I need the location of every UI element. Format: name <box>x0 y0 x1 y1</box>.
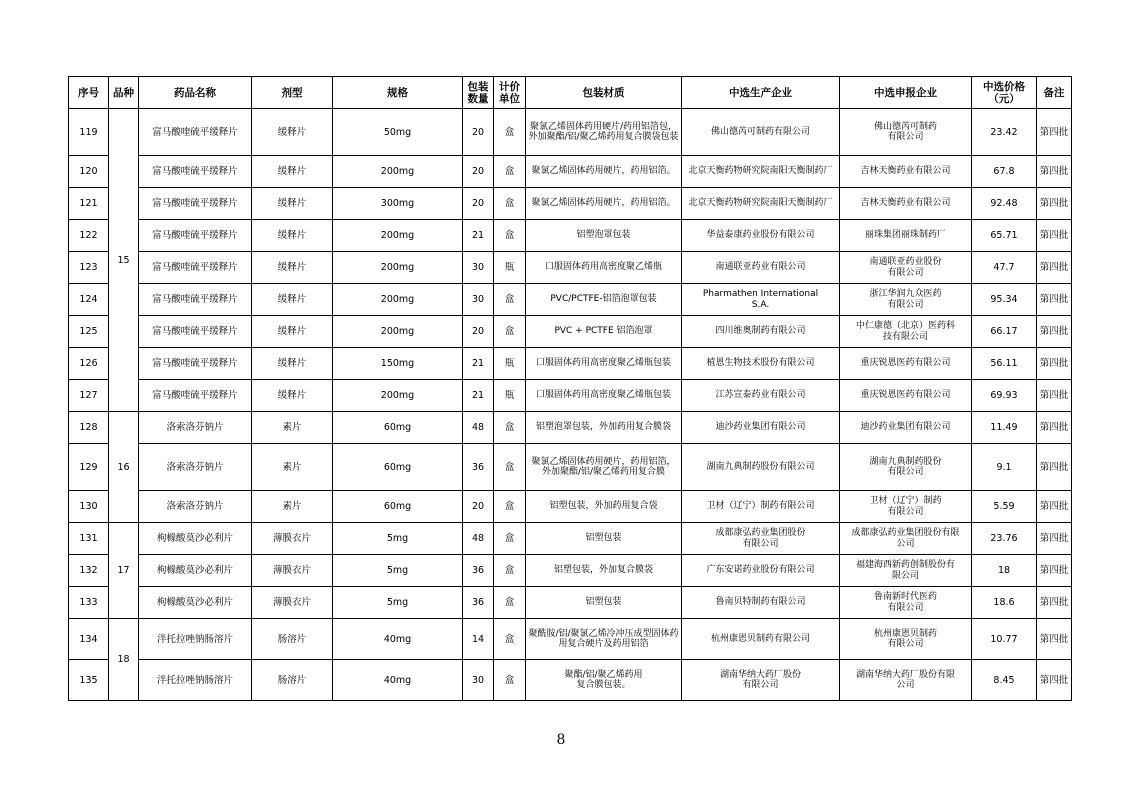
producer: 植恩生物技术股份有限公司 <box>682 348 840 380</box>
row-number: 120 <box>69 156 109 188</box>
table-row <box>69 412 1072 444</box>
row-number: 127 <box>69 380 109 412</box>
table-row <box>69 619 1072 660</box>
dosage-form: 缓释片 <box>252 188 333 220</box>
row-number: 122 <box>69 220 109 252</box>
pack-unit: 盒 <box>494 491 526 523</box>
price: 8.45 <box>972 660 1037 701</box>
applicant: 重庆锐恩医药有限公司 <box>840 380 972 412</box>
table-row <box>69 284 1072 316</box>
price: 56.11 <box>972 348 1037 380</box>
variety-cell: 18 <box>109 619 139 701</box>
page-number: 8 <box>556 732 566 748</box>
drug-name: 洛索洛芬钠片 <box>139 444 252 491</box>
pack-qty: 36 <box>463 587 494 619</box>
table-row <box>69 220 1072 252</box>
row-number: 124 <box>69 284 109 316</box>
spec: 40mg <box>333 619 463 660</box>
row-number: 130 <box>69 491 109 523</box>
drug-name: 枸橼酸莫沙必利片 <box>139 523 252 555</box>
packaging-material: 聚氯乙烯固体药用硬片/药用铝箔包，外加聚酯/铝/聚乙烯药用复合膜袋包装 <box>526 109 682 156</box>
drug-name: 枸橼酸莫沙必利片 <box>139 587 252 619</box>
dosage-form: 素片 <box>252 412 333 444</box>
dosage-form: 缓释片 <box>252 109 333 156</box>
producer: 北京天衡药物研究院南阳天衡制药厂 <box>682 156 840 188</box>
applicant: 湖南九典制药股份 有限公司 <box>840 444 972 491</box>
spec: 200mg <box>333 284 463 316</box>
header-price: 中选价格 （元） <box>972 77 1037 109</box>
pack-unit: 盒 <box>494 619 526 660</box>
applicant: 福建海西新药创制股份有 限公司 <box>840 555 972 587</box>
note: 第四批 <box>1037 316 1072 348</box>
note: 第四批 <box>1037 380 1072 412</box>
variety-cell: 15 <box>109 109 139 412</box>
pack-unit: 瓶 <box>494 380 526 412</box>
pack-qty: 14 <box>463 619 494 660</box>
producer: 成都康弘药业集团股份 有限公司 <box>682 523 840 555</box>
pack-unit: 瓶 <box>494 348 526 380</box>
table-row <box>69 444 1072 491</box>
applicant: 杭州康恩贝制药 有限公司 <box>840 619 972 660</box>
dosage-form: 缓释片 <box>252 316 333 348</box>
applicant: 中仁康德（北京）医药科 技有限公司 <box>840 316 972 348</box>
header-pack-qty: 包装 数量 <box>463 77 494 109</box>
producer: 华益泰康药业股份有限公司 <box>682 220 840 252</box>
drug-name: 枸橼酸莫沙必利片 <box>139 555 252 587</box>
dosage-form: 缓释片 <box>252 156 333 188</box>
pack-unit: 盒 <box>494 523 526 555</box>
packaging-material: 铝塑包装 <box>526 523 682 555</box>
table-row <box>69 316 1072 348</box>
dosage-form: 肠溶片 <box>252 619 333 660</box>
spec: 5mg <box>333 555 463 587</box>
table-body <box>69 109 1072 701</box>
packaging-material: 聚氯乙烯固体药用硬片，药用铝箔，外加聚酯/铝/聚乙烯药用复合膜 <box>526 444 682 491</box>
producer: 迪沙药业集团有限公司 <box>682 412 840 444</box>
packaging-material: 口服固体药用高密度聚乙烯瓶包装 <box>526 348 682 380</box>
header-no: 序号 <box>69 77 109 109</box>
pack-unit: 盒 <box>494 156 526 188</box>
pack-qty: 36 <box>463 444 494 491</box>
price: 47.7 <box>972 252 1037 284</box>
packaging-material: 聚酯/铝/聚乙烯药用 复合膜包装。 <box>526 660 682 701</box>
table-row <box>69 660 1072 701</box>
note: 第四批 <box>1037 491 1072 523</box>
note: 第四批 <box>1037 284 1072 316</box>
table-row <box>69 188 1072 220</box>
applicant: 重庆锐恩医药有限公司 <box>840 348 972 380</box>
spec: 50mg <box>333 109 463 156</box>
header-producer: 中选生产企业 <box>682 77 840 109</box>
producer: 佛山德芮可制药有限公司 <box>682 109 840 156</box>
price: 67.8 <box>972 156 1037 188</box>
drug-name: 富马酸喹硫平缓释片 <box>139 220 252 252</box>
note: 第四批 <box>1037 660 1072 701</box>
spec: 200mg <box>333 156 463 188</box>
applicant: 鲁南新时代医药 有限公司 <box>840 587 972 619</box>
row-number: 123 <box>69 252 109 284</box>
producer: 卫材（辽宁）制药有限公司 <box>682 491 840 523</box>
packaging-material: 聚氯乙烯固体药用硬片，药用铝箔。 <box>526 188 682 220</box>
dosage-form: 缓释片 <box>252 220 333 252</box>
note: 第四批 <box>1037 555 1072 587</box>
table-row <box>69 555 1072 587</box>
row-number: 121 <box>69 188 109 220</box>
price: 95.34 <box>972 284 1037 316</box>
row-number: 126 <box>69 348 109 380</box>
price: 66.17 <box>972 316 1037 348</box>
spec: 40mg <box>333 660 463 701</box>
producer: 四川维奥制药有限公司 <box>682 316 840 348</box>
applicant: 佛山德芮可制药 有限公司 <box>840 109 972 156</box>
packaging-material: 铝塑包装 <box>526 587 682 619</box>
packaging-material: 聚酰胺/铝/聚氯乙烯冷冲压成型固体药用复合硬片及药用铝箔 <box>526 619 682 660</box>
applicant: 迪沙药业集团有限公司 <box>840 412 972 444</box>
note: 第四批 <box>1037 156 1072 188</box>
table-row <box>69 380 1072 412</box>
packaging-material: 聚氯乙烯固体药用硬片，药用铝箔。 <box>526 156 682 188</box>
pack-unit: 盒 <box>494 316 526 348</box>
drug-name: 泮托拉唑钠肠溶片 <box>139 660 252 701</box>
note: 第四批 <box>1037 348 1072 380</box>
dosage-form: 薄膜衣片 <box>252 555 333 587</box>
pack-unit: 盒 <box>494 555 526 587</box>
spec: 200mg <box>333 380 463 412</box>
pack-qty: 48 <box>463 523 494 555</box>
table-row <box>69 252 1072 284</box>
producer: 杭州康恩贝制药有限公司 <box>682 619 840 660</box>
table-row <box>69 156 1072 188</box>
header-dosage-form: 剂型 <box>252 77 333 109</box>
spec: 5mg <box>333 587 463 619</box>
pack-unit: 盒 <box>494 412 526 444</box>
row-number: 131 <box>69 523 109 555</box>
variety-cell: 17 <box>109 523 139 619</box>
pack-qty: 36 <box>463 555 494 587</box>
drug-name: 洛索洛芬钠片 <box>139 412 252 444</box>
packaging-material: 铝塑包装，外加药用复合袋 <box>526 491 682 523</box>
applicant: 南通联亚药业股份 有限公司 <box>840 252 972 284</box>
price: 5.59 <box>972 491 1037 523</box>
pack-qty: 21 <box>463 220 494 252</box>
note: 第四批 <box>1037 523 1072 555</box>
header-unit: 计价 单位 <box>494 77 526 109</box>
pack-qty: 30 <box>463 660 494 701</box>
packaging-material: 铝塑泡罩包装，外加药用复合膜袋 <box>526 412 682 444</box>
applicant: 丽珠集团丽珠制药厂 <box>840 220 972 252</box>
pack-unit: 盒 <box>494 660 526 701</box>
pack-qty: 20 <box>463 156 494 188</box>
drug-name: 富马酸喹硫平缓释片 <box>139 188 252 220</box>
drug-name: 富马酸喹硫平缓释片 <box>139 109 252 156</box>
header-variety: 品种 <box>109 77 139 109</box>
packaging-material: 铝塑包装，外加复合膜袋 <box>526 555 682 587</box>
producer: 南通联亚药业有限公司 <box>682 252 840 284</box>
header-drug-name: 药品名称 <box>139 77 252 109</box>
spec: 60mg <box>333 412 463 444</box>
producer: 鲁南贝特制药有限公司 <box>682 587 840 619</box>
header-applicant: 中选申报企业 <box>840 77 972 109</box>
spec: 60mg <box>333 491 463 523</box>
price: 18 <box>972 555 1037 587</box>
price: 10.77 <box>972 619 1037 660</box>
note: 第四批 <box>1037 587 1072 619</box>
pack-qty: 21 <box>463 348 494 380</box>
table-row <box>69 348 1072 380</box>
pack-unit: 盒 <box>494 587 526 619</box>
spec: 300mg <box>333 188 463 220</box>
dosage-form: 缓释片 <box>252 252 333 284</box>
table-row <box>69 109 1072 156</box>
row-number: 125 <box>69 316 109 348</box>
price: 18.6 <box>972 587 1037 619</box>
dosage-form: 薄膜衣片 <box>252 523 333 555</box>
drug-name: 富马酸喹硫平缓释片 <box>139 252 252 284</box>
pack-unit: 盒 <box>494 444 526 491</box>
applicant: 吉林天衡药业有限公司 <box>840 188 972 220</box>
pack-qty: 21 <box>463 380 494 412</box>
variety-cell: 16 <box>109 412 139 523</box>
drug-name: 富马酸喹硫平缓释片 <box>139 284 252 316</box>
packaging-material: 口服固体药用高密度聚乙烯瓶 <box>526 252 682 284</box>
pack-unit: 盒 <box>494 188 526 220</box>
dosage-form: 缓释片 <box>252 348 333 380</box>
price: 69.93 <box>972 380 1037 412</box>
producer: 湖南九典制药股份有限公司 <box>682 444 840 491</box>
applicant: 湖南华纳大药厂股份有限 公司 <box>840 660 972 701</box>
producer: 北京天衡药物研究院南阳天衡制药厂 <box>682 188 840 220</box>
row-number: 135 <box>69 660 109 701</box>
note: 第四批 <box>1037 109 1072 156</box>
pack-qty: 30 <box>463 252 494 284</box>
price: 92.48 <box>972 188 1037 220</box>
row-number: 134 <box>69 619 109 660</box>
note: 第四批 <box>1037 619 1072 660</box>
pack-unit: 盒 <box>494 109 526 156</box>
note: 第四批 <box>1037 188 1072 220</box>
drug-name: 富马酸喹硫平缓释片 <box>139 156 252 188</box>
producer: 广东安诺药业股份有限公司 <box>682 555 840 587</box>
producer: 湖南华纳大药厂股份 有限公司 <box>682 660 840 701</box>
dosage-form: 素片 <box>252 491 333 523</box>
note: 第四批 <box>1037 444 1072 491</box>
table-header-row <box>69 77 1072 109</box>
table-row <box>69 491 1072 523</box>
row-number: 128 <box>69 412 109 444</box>
dosage-form: 薄膜衣片 <box>252 587 333 619</box>
header-note: 备注 <box>1037 77 1072 109</box>
spec: 150mg <box>333 348 463 380</box>
price: 65.71 <box>972 220 1037 252</box>
spec: 5mg <box>333 523 463 555</box>
price: 9.1 <box>972 444 1037 491</box>
drug-name: 富马酸喹硫平缓释片 <box>139 316 252 348</box>
row-number: 129 <box>69 444 109 491</box>
producer: Pharmathen International S.A. <box>682 284 840 316</box>
pack-qty: 30 <box>463 284 494 316</box>
table-row <box>69 587 1072 619</box>
pack-qty: 20 <box>463 316 494 348</box>
pack-unit: 盒 <box>494 220 526 252</box>
producer: 江苏宣泰药业有限公司 <box>682 380 840 412</box>
dosage-form: 肠溶片 <box>252 660 333 701</box>
pack-unit: 盒 <box>494 284 526 316</box>
row-number: 133 <box>69 587 109 619</box>
spec: 200mg <box>333 316 463 348</box>
packaging-material: 口服固体药用高密度聚乙烯瓶包装 <box>526 380 682 412</box>
spec: 200mg <box>333 252 463 284</box>
applicant: 卫材（辽宁）制药 有限公司 <box>840 491 972 523</box>
applicant: 浙江华润九众医药 有限公司 <box>840 284 972 316</box>
price: 11.49 <box>972 412 1037 444</box>
pack-qty: 20 <box>463 491 494 523</box>
pack-qty: 20 <box>463 188 494 220</box>
pack-qty: 20 <box>463 109 494 156</box>
pack-unit: 瓶 <box>494 252 526 284</box>
note: 第四批 <box>1037 412 1072 444</box>
spec: 60mg <box>333 444 463 491</box>
dosage-form: 缓释片 <box>252 284 333 316</box>
header-spec: 规格 <box>333 77 463 109</box>
applicant: 吉林天衡药业有限公司 <box>840 156 972 188</box>
drug-name: 富马酸喹硫平缓释片 <box>139 348 252 380</box>
dosage-form: 缓释片 <box>252 380 333 412</box>
packaging-material: 铝塑泡罩包装 <box>526 220 682 252</box>
packaging-material: PVC/PCTFE-铝箔泡罩包装 <box>526 284 682 316</box>
pack-qty: 48 <box>463 412 494 444</box>
drug-name: 洛索洛芬钠片 <box>139 491 252 523</box>
price: 23.42 <box>972 109 1037 156</box>
table-row <box>69 523 1072 555</box>
spec: 200mg <box>333 220 463 252</box>
row-number: 132 <box>69 555 109 587</box>
drug-name: 泮托拉唑钠肠溶片 <box>139 619 252 660</box>
row-number: 119 <box>69 109 109 156</box>
applicant: 成都康弘药业集团股份有限 公司 <box>840 523 972 555</box>
drug-name: 富马酸喹硫平缓释片 <box>139 380 252 412</box>
header-packaging: 包装材质 <box>526 77 682 109</box>
note: 第四批 <box>1037 220 1072 252</box>
price: 23.76 <box>972 523 1037 555</box>
packaging-material: PVC + PCTFE 铝箔泡罩 <box>526 316 682 348</box>
dosage-form: 素片 <box>252 444 333 491</box>
drug-selection-table <box>68 76 1072 701</box>
note: 第四批 <box>1037 252 1072 284</box>
